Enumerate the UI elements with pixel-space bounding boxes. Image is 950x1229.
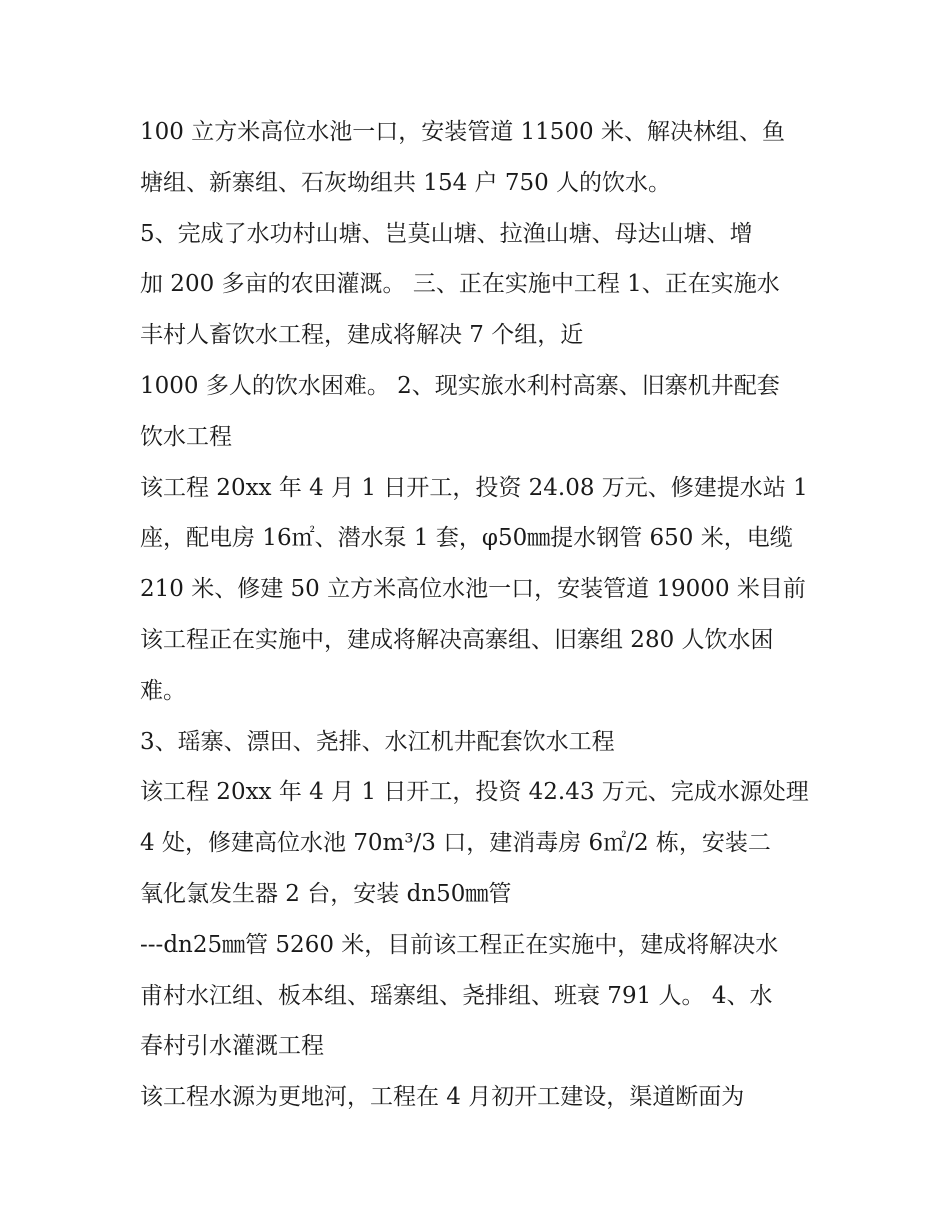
text-line: 4 处，修建高位水池 70m³/3 口，建消毒房 6㎡/2 栋，安装二 xyxy=(140,830,771,857)
text-line: 加 200 多亩的农田灌溉。 三、正在实施中工程 1、正在实施水 xyxy=(140,271,780,298)
text-line: 该工程水源为更地河，工程在 4 月初开工建设，渠道断面为 xyxy=(140,1084,745,1111)
text-line: 5、完成了水功村山塘、岂莫山塘、拉渔山塘、母达山塘、增 xyxy=(140,220,753,247)
document-body xyxy=(140,107,812,1123)
text-line: 3、瑶寨、漂田、尧排、水江机井配套饮水工程 xyxy=(140,728,615,755)
text-line: 甫村水江组、板本组、瑶寨组、尧排组、班衰 791 人。 4、水 xyxy=(140,982,773,1009)
text-line: 春村引水灌溉工程 xyxy=(140,1033,324,1060)
text-line: 1000 多人的饮水困难。 2、现实旅水利村高寨、旧寨机井配套 xyxy=(140,372,780,399)
text-line: 该工程正在实施中，建成将解决高寨组、旧寨组 280 人饮水困 xyxy=(140,626,774,653)
text-line: 饮水工程 xyxy=(140,423,232,450)
text-line: 塘组、新寨组、石灰坳组共 154 户 750 人的饮水。 xyxy=(140,169,672,196)
text-line: ---dn25㎜管 5260 米，目前该工程正在实施中，建成将解决水 xyxy=(140,931,779,958)
text-line: 座，配电房 16㎡、潜水泵 1 套，φ50㎜提水钢管 650 米，电缆 xyxy=(140,525,793,552)
text-line: 100 立方米高位水池一口，安装管道 11500 米、解决林组、鱼 xyxy=(140,119,785,145)
text-line: 210 米、修建 50 立方米高位水池一口，安装管道 19000 米目前 xyxy=(140,576,806,603)
text-line: 丰村人畜饮水工程，建成将解决 7 个组，近 xyxy=(140,322,584,349)
text-line: 该工程 20xx 年 4 月 1 日开工，投资 24.08 万元、修建提水站 1 xyxy=(140,474,808,501)
text-line: 难。 xyxy=(140,677,186,704)
text-line: 氧化氯发生器 2 台，安装 dn50㎜管 xyxy=(140,880,512,907)
text-line: 该工程 20xx 年 4 月 1 日开工，投资 42.43 万元、完成水源处理 xyxy=(140,779,809,806)
